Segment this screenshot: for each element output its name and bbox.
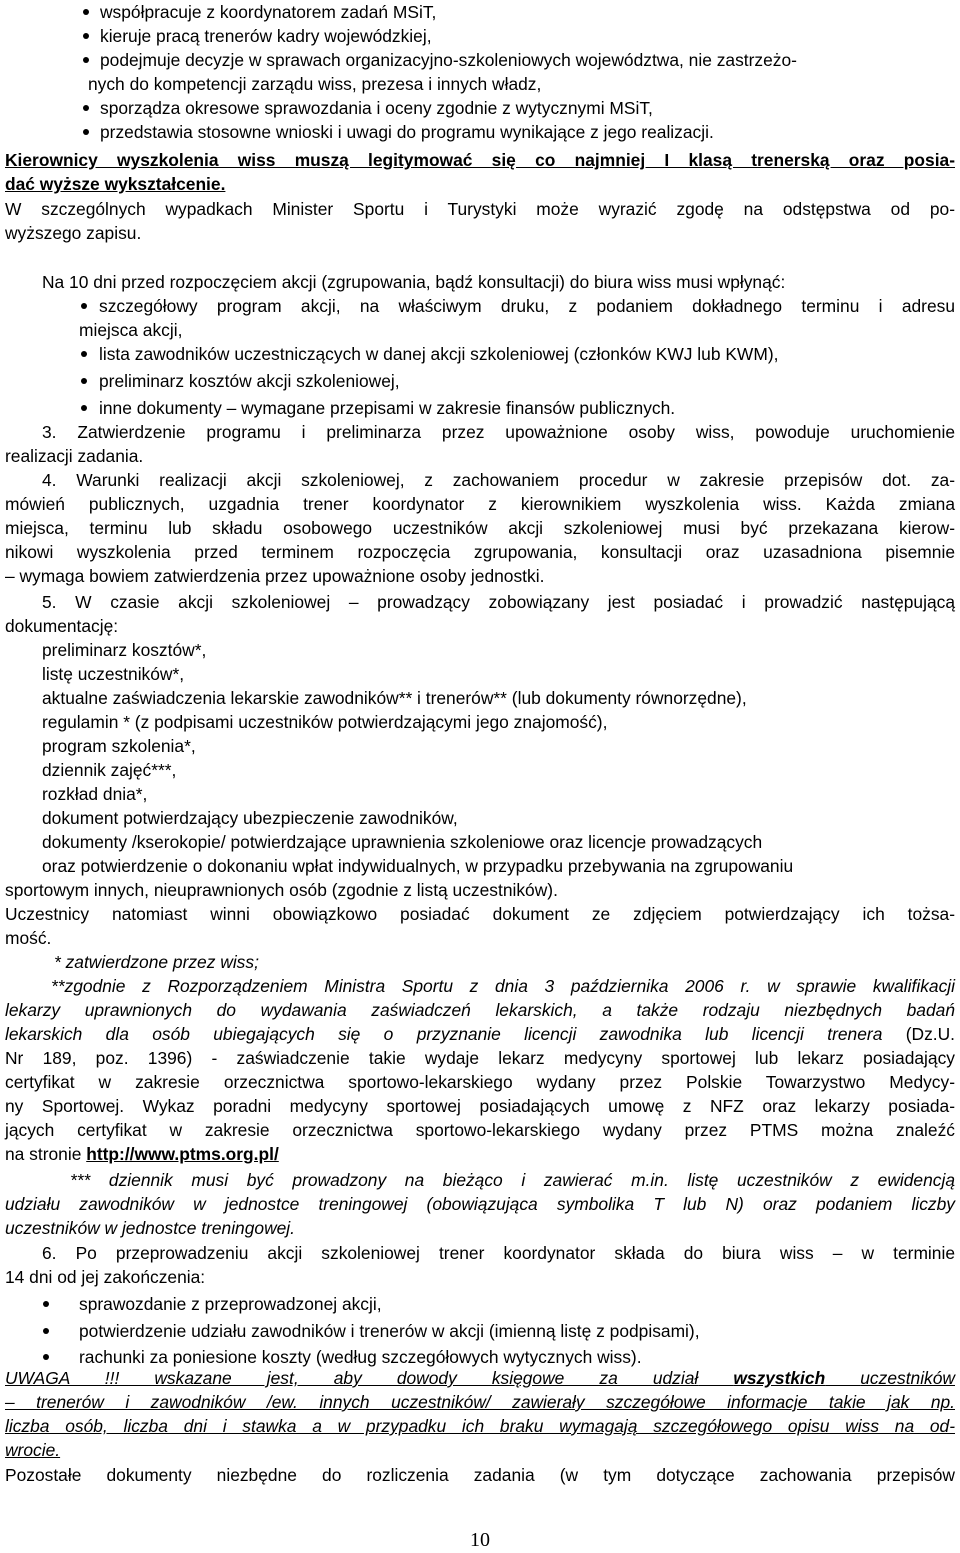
list-item: preliminarz kosztów*,	[42, 640, 207, 660]
bullet-icon	[81, 303, 87, 309]
bullet-icon	[83, 105, 89, 111]
list-item: dokument potwierdzający ubezpieczenie zawodników,	[42, 808, 458, 828]
list-item-text: rachunki za poniesione koszty (według szczegółowych wytycznych wiss).	[79, 1347, 642, 1367]
text-line: miejsca, terminu lub składu osobowego uczestników akcji szkoleniowej musi być przekazana kierow-	[5, 518, 955, 538]
text-line: 5. W czasie akcji szkoleniowej – prowadzący zobowiązany jest posiadać i prowadzić następującą	[42, 592, 955, 612]
warning-text: uczestników	[860, 1368, 955, 1388]
text-line: mówień publicznych, uzgadnia trener koordynator z kierownikiem wyszkolenia wiss. Każda zmiana	[5, 494, 955, 514]
text-line: sportowym innych, nieuprawnionych osób (zgodnie z listą uczestników).	[5, 880, 558, 900]
text-line: wrocie.	[5, 1440, 61, 1460]
participants-paragraph	[5, 902, 955, 950]
point-4-paragraph	[5, 468, 955, 588]
list-item: oraz potwierdzenie o dokonaniu wpłat indywidualnych, w przypadku przebywania na zgrupowaniu	[42, 856, 794, 876]
text-line: realizacji zadania.	[5, 446, 144, 466]
text-line: nikowi wyszkolenia przed terminem rozpoczęcia zgrupowania, konsultacji oraz uzasadniona pisemnie	[5, 542, 955, 562]
list-item: program szkolenia*,	[42, 736, 196, 756]
text-line: Uczestnicy natomiast winni obowiązkowo posiadać dokument ze zdjęciem potwierdzający ich tożsa-	[5, 904, 955, 924]
bullet-icon	[83, 33, 89, 39]
text-line: 6. Po przeprowadzeniu akcji szkoleniowej trener koordynator składa do biura wiss – w terminie	[42, 1243, 955, 1263]
bullet-icon	[81, 378, 87, 384]
bullet-icon	[81, 351, 87, 357]
list-item-text-continued: miejsca akcji,	[79, 320, 183, 340]
footnote-text: (Dz.U.	[905, 1024, 955, 1044]
warning-paragraph	[5, 1366, 955, 1462]
text-line: – trenerów i zawodników /ew. innych uczestników/ zawierały szczegółowe informacje takie jak np.	[5, 1392, 955, 1412]
bullet-icon	[43, 1354, 49, 1360]
text-line: Nr 189, poz. 1396) - zaświadczenie takie wydaje lekarz medycyny sportowej lub lekarz posiadający	[5, 1048, 955, 1068]
footnote-2	[5, 974, 955, 1166]
ptms-link[interactable]: http://www.ptms.org.pl/	[86, 1144, 279, 1164]
text-line: 4. Warunki realizacji akcji szkoleniowej, z zachowaniem procedur w zakresie przepisów dot. za-	[42, 470, 955, 490]
list-item: rozkład dnia*,	[42, 784, 148, 804]
bullet-icon	[43, 1328, 49, 1334]
bullet-icon	[83, 57, 89, 63]
bullet-icon	[43, 1301, 49, 1307]
list-item-text: lista zawodników uczestniczących w danej akcji szkoleniowej (członków KWJ lub KWM),	[99, 344, 779, 364]
text-line: – wymaga bowiem zatwierdzenia przez upoważnione osoby jednostki.	[5, 566, 545, 586]
text-line: 3. Zatwierdzenie programu i preliminarza przez upoważnione osoby wiss, powoduje uruchomienie	[42, 422, 955, 442]
remaining-documents-paragraph	[5, 1463, 955, 1487]
bullet-icon	[83, 9, 89, 15]
page-number: 10	[470, 1529, 490, 1551]
documents-list	[42, 638, 955, 878]
list-item: listę uczestników*,	[42, 664, 185, 684]
footnote-text: zgodnie z Rozporządzeniem Ministra Sportu z dnia 3 października 2006 r. w sprawie kwalifikacji	[64, 976, 955, 996]
text-line: * zatwierdzone przez wiss;	[54, 952, 259, 972]
text-line: liczba osób, liczba dni i stawka a w przypadku ich braku wymagają szczegółowego opisu wiss na od-	[5, 1416, 955, 1436]
warning-text: UWAGA !!! wskazane jest, aby dowody księgowe za udział	[5, 1368, 699, 1388]
text-line	[5, 1366, 955, 1390]
text-line: *** dziennik musi być prowadzony na bieżąco i zawierać m.in. listę uczestników z ewidencją	[70, 1170, 955, 1190]
footnote-1	[54, 950, 955, 974]
exception-paragraph	[5, 197, 955, 245]
text-line: uczestników w jednostce treningowej.	[5, 1218, 295, 1238]
documents-list-continued	[5, 878, 955, 902]
text-line: Kierownicy wyszkolenia wiss muszą legitymować się co najmniej I klasą trenerską oraz posia-	[5, 150, 955, 170]
list-item-text: kieruje pracą trenerów kadry wojewódzkiej,	[100, 26, 432, 46]
warning-emphasis: wszystkich	[733, 1368, 826, 1388]
point-5-paragraph	[5, 590, 955, 638]
list-item-text: inne dokumenty – wymagane przepisami w zakresie finansów publicznych.	[99, 398, 676, 418]
list-item-text: sporządza okresowe sprawozdania i oceny zgodnie z wytycznymi MSiT,	[100, 98, 653, 118]
text-line: Na 10 dni przed rozpoczęciem akcji (zgrupowania, bądź konsultacji) do biura wiss musi wpłynąć:	[42, 272, 786, 292]
list-item-text-continued: nych do kompetencji zarządu wiss, prezesa i innych władz,	[88, 74, 542, 94]
list-item: dziennik zajęć***,	[42, 760, 177, 780]
text-line: certyfikat w zakresie orzecznictwa sportowo-lekarskiego wydany przez Polskie Towarzystwo Medycy-	[5, 1072, 955, 1092]
list-item: dokumenty /kserokopie/ potwierdzające uprawnienia szkoleniowe oraz licencje prowadzących	[42, 832, 763, 852]
text-line: ny Sportowej. Wykaz poradni medycyny sportowej posiadających umowę z NFZ oraz lekarzy posiada-	[5, 1096, 955, 1116]
footnote-3	[5, 1168, 955, 1240]
list-item: aktualne zaświadczenia lekarskie zawodników** i trenerów** (lub dokumenty równorzędne),	[42, 688, 747, 708]
point-3-paragraph	[5, 420, 955, 468]
text-line: mość.	[5, 928, 52, 948]
text-line: lekarzy uprawnionych do wydawania zaświadczeń lekarskich, a także rodzaju niezbędnych badań	[5, 1000, 955, 1020]
text-line: udziału zawodników w jednostce treningowej (obowiązująca symbolika T lub N) oraz podaniem liczby	[5, 1194, 955, 1214]
footnote-text: lekarskich dla osób ubiegających się o przyznanie licencji zawodnika lub licencji trenera	[5, 1024, 883, 1044]
list-item-text: podejmuje decyzje w sprawach organizacyjno-szkoleniowych województwa, nie zastrzeżo-	[100, 50, 797, 70]
text-line: 14 dni od jej zakończenia:	[5, 1267, 206, 1287]
text-line: dokumentację:	[5, 616, 119, 636]
list-item-text: sprawozdanie z przeprowadzonej akcji,	[79, 1294, 382, 1314]
bullet-icon	[83, 129, 89, 135]
list-item-text: przedstawia stosowne wnioski i uwagi do programu wynikające z jego realizacji.	[100, 122, 714, 142]
list-item-text: szczegółowy program akcji, na właściwym druku, z podaniem dokładnego terminu i adresu	[99, 296, 955, 316]
list-item-text: preliminarz kosztów akcji szkoleniowej,	[99, 371, 400, 391]
bullet-icon	[81, 405, 87, 411]
text-line: jących certyfikat w zakresie orzecznictwa sportowo-lekarskiego wydany przez PTMS można znaleźć	[5, 1120, 955, 1140]
list-item: regulamin * (z podpisami uczestników potwierdzającymi jego znajomość),	[42, 712, 608, 732]
text-line: wyższego zapisu.	[5, 223, 142, 243]
list-item-text: potwierdzenie udziału zawodników i trenerów w akcji (imienną listę z podpisami),	[79, 1321, 700, 1341]
text-line: Pozostałe dokumenty niezbędne do rozliczenia zadania (w tym dotyczące zachowania przepisów	[5, 1465, 955, 1485]
text-line	[5, 1022, 955, 1046]
text-line	[5, 1142, 955, 1166]
footnote-text: na stronie	[5, 1144, 82, 1164]
text-line	[5, 974, 955, 998]
footnote-marker: **	[51, 976, 65, 996]
deadline-paragraph	[42, 270, 955, 294]
list-item-text: współpracuje z koordynatorem zadań MSiT,	[100, 2, 437, 22]
point-6-paragraph	[5, 1241, 955, 1289]
requirements-paragraph	[5, 148, 955, 194]
text-line: dać wyższe wykształcenie.	[5, 174, 226, 194]
text-line: W szczególnych wypadkach Minister Sportu i Turystyki może wyrazić zgodę na odstępstwa od po-	[5, 199, 955, 219]
